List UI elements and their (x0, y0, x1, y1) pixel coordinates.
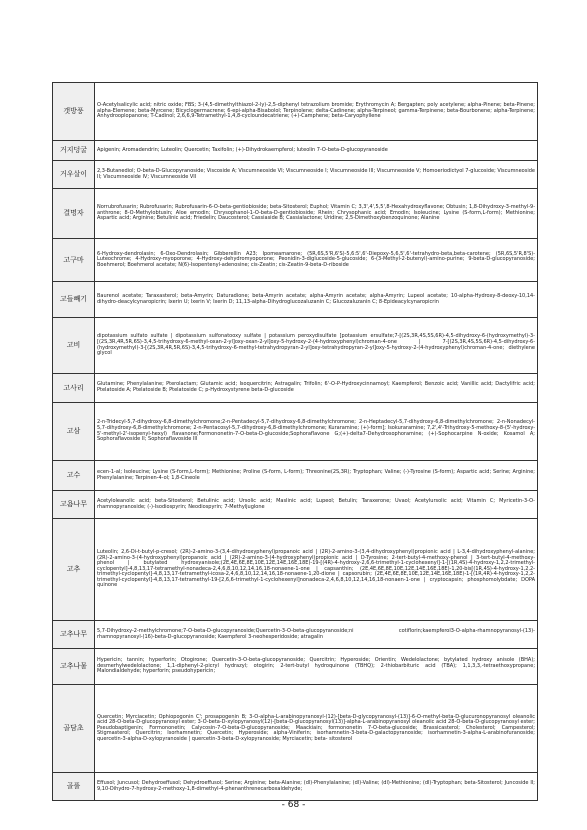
compound-list-cell: Acetyloleanolic acid; beta-Sitosterol; Betulinic acid; Ursolic acid; Maslinic acid; Lupeol; Betulin; Taraxerone; Uvaol; Acetylursolic acid; Vitamin C; Myricetin-3-O-rhamnopyranoside; (-)-Isodiospyrin; Neodiospyrin; 7-Methyljuglone (95, 491, 538, 519)
herb-name-cell: 거우살이 (53, 161, 95, 189)
herb-name-cell: 고사리 (53, 374, 95, 403)
herb-name-cell: 골풀 (53, 773, 95, 801)
table-row (53, 161, 538, 189)
herb-name-cell: 고삼 (53, 403, 95, 461)
herb-name-cell: 고비 (53, 318, 95, 374)
table-row (53, 773, 538, 801)
compound-list-cell: Quercetin; Myrciacetin; Ophiopogonin C'; prosapogenin B; 3-O-alpha-L-arabinopyranosyl-(12)-[beta-D-glycopyranosyl-(13)]-6-O-methyl-beta-D-glucuronopyranosyl oleanolic acid 28-O-beta-D-glucopyranosyl ester; 3-O-beta-D-xylopyranosyl(12)-[beta-D-glucopyranosyl(13)]-alpha-L-arabinopyranosyl oleanolic acid 28-O-beta-D-glucopyranosyl ester; Pseudobaptigenin; Formononetin; Calycosin-7-O-beta-D-glucopyranoside; Maackiain; formononetin 7-O-beta-glucoside; Brassicasterol; Cholesterol; Campesterol; Stigmasterol; Quercitrin; Isorhamnetin; Quercetin; Hyperoside; alpha-Viniferin; isorhamnetin-3-beta-D-galactopyranoside; isorhamnetin-3-alpha-L-arabinofuranoside; quercetin-3-alpha-D-xylopyranoside | quercetin-3-beta-D-xylopyranoside; Myrciacetin; beta- sitosterol (95, 685, 538, 773)
compound-list-cell: Baurenol acetate; Taraxasterol; beta-Amyrin; Daturadione; beta-Amyrin acetate; alpha-Amyrin acetate; alpha-Amyrin; Lupeol acetate; 10-alpha-Hydroxy-8-deoxy-10,14-dihydro-deacylcynaropicrin; Ixerin U; Ixerin V; Ixerin D; 11,13-alpha-Dihydroglucozaluzanin C; Glucozaluzanin C; 8-Epideacylcynaropicrin (95, 282, 538, 318)
compound-list-cell: 2,3-Butanediol; O-beta-D-Glucopyranoside; Viscoside A; Viscumneoside VI; Viscumneoside I; Viscumneoside III; Viscumneoside V; Homoeriodictyol 7-glucoside; Viscumneoside II; Viscumneoside IV; Viscumneoside VII (95, 161, 538, 189)
compound-list-cell: Hypericin; tannin; hyperforin; Otogirone; Quercetin-3-O-beta-glucopyranoside; Quercitrin; Hyperoside; Orientin; Wedelolactone; bytylated hydroxy anisole (BHA); desmerhylwedelolactone; 1,1-diphenyl-2-picryl hydrazyl; otogirin; 2-tert-butyl hydroquinone (TBHQ); 2-thiobarbituric acid (TBA); 1,1,3,3,-tetraethoxypropane; Malondialdehyde; hyperforin; pseudohypericin; (95, 649, 538, 685)
compound-list-cell: 2-n-Tridecyl-5,7-dihydroxy-6,8-dimethylchromone;2-n-Pentadecyl-5,7-dihydroxy-6,8-dimethylchromone; 2-n-Heptadecyl-5,7-dihydroxy-6,8-dimethylchromone; 2-n-Nonadecyl-5,7-dihydroxy-6,8-dimethylchromone; 2-n-Pentacosyl-5,7-dihydroxy-6,8-dimethylchromone; Kuraramine; (+)-form]; Isokuraramine; 7,2',4'-Trihydroxy-5-methoxy-8-(5'-hydroxy-5'-methyl-2'-isopenyl-hexyl) flavanone;Formononetin-7-O-beta-D-glucoside;Sophoraflavone G;(+)-delta7-Dehydrosophoramine; (+)-Sophocarpine N-oxide; Kosamol A; Sophoraflavoside II; Sophoraflavoside III (95, 403, 538, 461)
compound-list-cell: O-Acetylsalicylic acid; nitric oxide; FBS; 3-(4,5-dimethylthiazol-2-ly)-2,5-diphenyl tetrazolium bromide; Erythromycin A; Bergapten; poly acetylene; alpha-Pinene; beta-Pinene; alpha-Elemene; beta-Myrcene; Bicyclogermacrene; 6-epi-alpha-Bisabolol; Terpinolene; delta-Cadinene; alpha-Terpineol; gamma-Terpinene; beta-Bourbonene; alpha-Terpinene; Anhydrooplopanone; T-Cadinol; 2,6,6,9-Tetramethyl-1,4,8-cycloundecatriene; (+)-Camphene; beta-Caryophyllene (95, 83, 538, 141)
table-row (53, 461, 538, 491)
herb-name-cell: 갯방풍 (53, 83, 95, 141)
herb-name-cell: 결명자 (53, 189, 95, 239)
table-row (53, 141, 538, 161)
herb-name-cell: 고추 (53, 519, 95, 621)
herb-compound-table (52, 82, 538, 801)
table-row (53, 649, 538, 685)
herb-name-cell: 거지덩굴 (53, 141, 95, 161)
compound-list-cell: Apigenin; Aromadendrin; Luteolin; Quercetin; Taxifolin; (+)-Dihydrokaempferol; luteolin 7-O-beta-D-glucopyranoside (95, 141, 538, 161)
table-row (53, 83, 538, 141)
table-row (53, 282, 538, 318)
table-row (53, 491, 538, 519)
table-row (53, 519, 538, 621)
herb-name-cell: 고들빼기 (53, 282, 95, 318)
herb-name-cell: 고구마 (53, 239, 95, 282)
compound-list-cell: Effusol; Juncusol; Dehydroeffusol; Dehydroeffusol; Serine; Arginine; beta-Alanine; (dl)-Phenylalanine; (dl)-Valine; (dl)-Methionine; (dl)-Tryptophan; beta-Sitosterol; Juncoside II; 9,10-Dihydro-7-hydroxy-2-methoxy-1,8-dimethyl-4-phenanthrenecarboxaldehyde; (95, 773, 538, 801)
table-body (53, 83, 538, 801)
table-row (53, 239, 538, 282)
herb-name-cell: 골담초 (53, 685, 95, 773)
table-row (53, 685, 538, 773)
table-row (53, 403, 538, 461)
table-row (53, 621, 538, 649)
compound-list-cell: Norrubrofusarin; Rubrofusarin; Rubrofusarin-6-O-beta-gentiobioside; beta-Sitosterol; Euphol; Vitamin C; 3,3',4',5,5',8-Hexahydroxyflavone; Obtusin; 1,8-Dihydroxy-3-methyl-9-anthrone; 8-O-Methylobtusin; Aloe emodin; Chrysophanol-1-O-beta-D-gentiobioside; Rhein; Chrysophanic acid; Emodin; Isoleucine; Lysine (S-form,L-form); Methionine; Aspartic acid; Arginine; Betulinic acid; Friedelin; Daucosterol; Cassiaside B; Cassialactone; Uridine; 2,5-Dimethoxybenzoquinone; Alanine (95, 189, 538, 239)
table-row (53, 189, 538, 239)
compound-list-cell: 6-Hydroxy-dendrolasin; 6-Oxo-Dendrolasin; Gibberellin A23; Ipomeamarone; (5R,6S,5'R,6'S)-5,6:5',6'-Diepoxy-5,6,5',6'-tetrahydro-beta,beta-carotene; (5R,6S,5'R,8'S)-Luteochrome; 4-Hydroxy-myoporone; 4-Hydroxy-dehydromyoporone; Peonidin-3-diglucoside-5-glucoside; 6-(3-Methyl-2-butenyl)-amino-purine; 9-beta-D-glucopyranoside; Boehmerol; Boehmerol acetate; N(6)-Isopentenyl-adenosine; cis-Zeatin; cis-Zeatin-9-beta-D-riboside (95, 239, 538, 282)
herb-name-cell: 고추나무 (53, 621, 95, 649)
compound-list-cell: Luteolin; 2,6-Di-t-butyl-p-cresol; (2R)-2-amino-3-(3,4-dihydroxyphenyl)propanoic acid | (2R)-2-amino-3-(3,4-dihydroxyphenyl)propionic acid | L-3,4-dihydroxyphenyl-alanine; (2R)-2-amino-3-(4-hydroxyphenyl)propanoic acid | (2R)-2-amino-3-(4-hydroxyphenyl)propionic acid | D-Tyrosine; 2-tert-butyl-4-methoxy-phenol | 3-tert-butyl-4-methoxy-phenol | butylated hydroxyanisole;(2E,4E,6E,8E,10E,12E,14E,16E,18E)-19-[(4R)-4-hydroxy-2,6,6-trimethyl-1-cyclohexenyl]-1-[(1R,4S)-4-hydroxy-1,2,2-trimethyl-cyclopentyl]-4,8,13,17-tetramethyl-nonadeca-2,4,6,8,10,12,14,16,18-nonaene-1-one | capsanthin; (2E,4E,6E,8E,10E,12E,14E,16E,18E)-1,20-bis[(1R,4S)-4-hydroxy-1,2,2-trimethyl-cyclopentyl]-4,8,13,17-tetramethyl-icosa-2,4,6,8,10,12,14,16,18-nonaene-1,20-dione | capsorubin; (2E,4E,6E,8E,10E,12E,14E,16E,18E)-1-[(1R,4R)-4-hydroxy-1,2,2-trimethyl-cyclopentyl]-4,8,13,17-tetramethyl-19-[2,6,6-trimethyl-1-cyclohexenyl]nonadeca-2,4,6,8,10,12,14,16,18-nonaen-1-one | cryptocapsin; phosphomolybdate; DOPA quinone (95, 519, 538, 621)
herb-name-cell: 고추나물 (53, 649, 95, 685)
table-row (53, 374, 538, 403)
compound-list-cell: dipotassium sulfato sulfate | dipotassium sulfonatooxy sulfate | potassium peroxydisulfate [potassium ersulfate;7-[(2S,3R,4S,5S,6R)-4,5-dihydroxy-6-(hydroxymethyl)-3-[(2S,3R,4R,5R,6S)-3,4,5-trihydroxy-6-methyl-oxan-2-yl]oxy-oxan-2-yl]oxy-5-hydroxy-2-(4-hydroxyphenyl)chroman-4-one | 7-[(2S,3R,4S,5S,6R)-4,5-dihydroxy-6-(hydroxymethyl)-3-[(2S,3R,4R,5R,6S)-3,4,5-trihydroxy-6-methyl-tetrahydropyran-2-yl]oxy-tetrahydropyran-2-yl]oxy-5-hydroxy-2-(4-hydroxyphenyl)chroman-4-one; diethylene glycol (95, 318, 538, 374)
table-row (53, 318, 538, 374)
page-number: - 68 - (281, 800, 306, 810)
compound-list-cell: ecen-1-al; Isoleucine; Lysine (S-form,L-form); Methionine; Proline (S-form, L-form); Threonine(2S,3R); Tryptophan; Valine; (-)-Tyrosine (S-form); Aspartic acid; Serine; Arginine; Phenylalanine; Terpinen-4-ol; 1,8-Cineole (95, 461, 538, 491)
compound-list-cell: 5,7-Dihydroxy-2-methylchromone;7-O-beta-D-glucopyranoside;Quercetin-3-O-beta-glucopyranoside;ni cotiflorin;kaempferol3-O-alpha-rhamnopyranosyl-(13)-rhamnopyranosyl-(16)-beta-D-glucopyranoside; Kaempferol 3-neohesperidoside; atragalin (95, 621, 538, 649)
compound-list-cell: Glutamine; Phenylalanine; Pterolactam; Glutamic acid; Isoquercitrin; Astragalin; Trifolin; 6'-O-P-Hydroxycinnamoyl; Kaempferol; Benzoic acid; Vanillic acid; Dactylifric acid; Ptelatoside A; Ptelatoside B; Ptelatoside C; p-Hydroxystyrene beta-D-glucoside (95, 374, 538, 403)
herb-name-cell: 고욤나무 (53, 491, 95, 519)
herb-name-cell: 고수 (53, 461, 95, 491)
